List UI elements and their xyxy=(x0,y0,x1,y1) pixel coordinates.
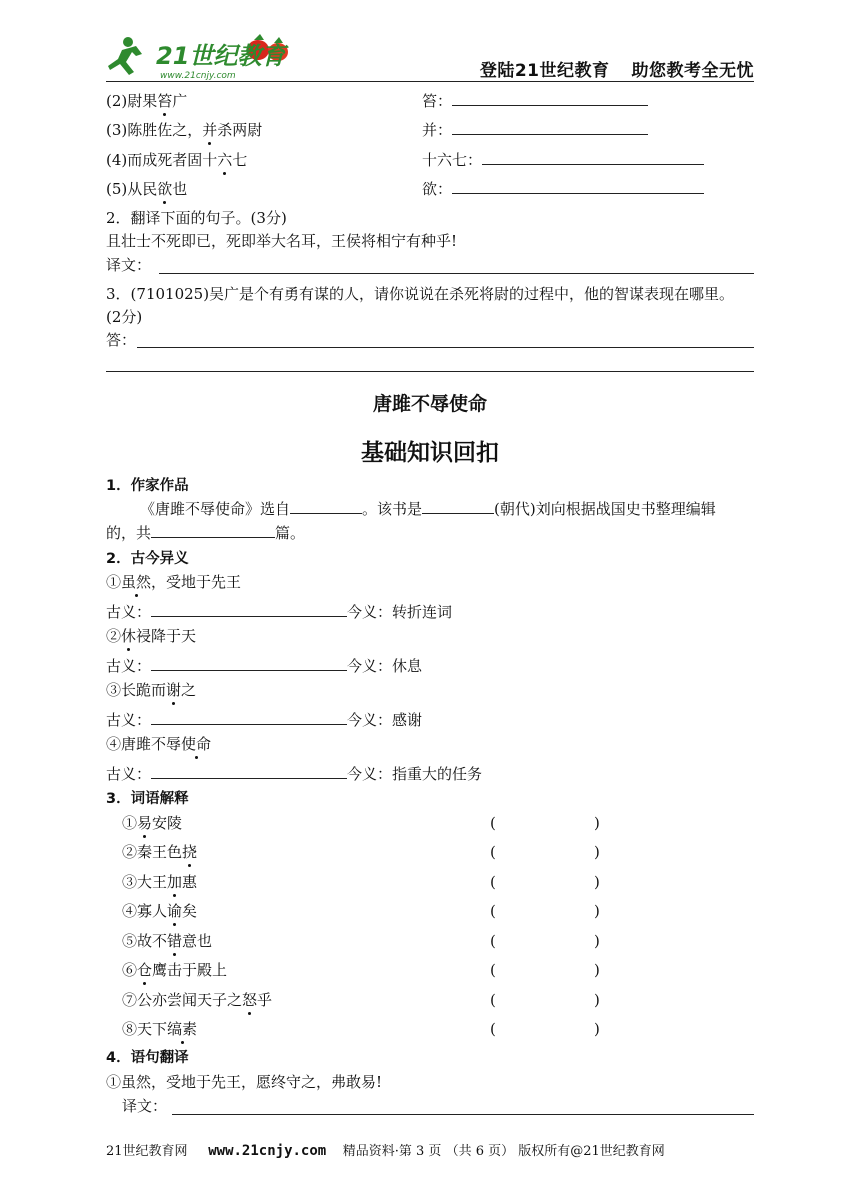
source-blank[interactable] xyxy=(290,497,362,514)
count-blank[interactable] xyxy=(151,521,275,538)
q3-answer-label: 答： xyxy=(106,331,137,349)
answer-blank[interactable] xyxy=(482,148,704,165)
sec3-item-2: ②秦王色挠 xyxy=(122,843,198,861)
sec2-item-1: ①虽然，受地于先王 xyxy=(106,573,242,591)
sec1-line1: 《唐雎不辱使命》选自 。该书是 (朝代)刘向根据战国史书整理编辑 xyxy=(140,497,716,521)
q2-sentence: 且壮士不死即已，死即举大名耳，王侯将相宁有种乎! xyxy=(106,232,458,250)
sec3-item-5: ⑤故不错意也 xyxy=(122,932,213,950)
ancient-meaning-blank[interactable] xyxy=(151,600,347,617)
header-divider xyxy=(106,81,754,82)
sec1-heading: 1．作家作品 xyxy=(106,478,189,494)
sec3-item-4: ④寡人谕矣 xyxy=(122,902,198,920)
paren-close: ) xyxy=(594,814,600,832)
q1-item-2: (2)尉果笞广 xyxy=(106,92,188,110)
sec4-heading: 4．语句翻译 xyxy=(106,1050,189,1066)
paren-open: ( xyxy=(490,961,496,979)
sec2-item-3: ③长跪而谢之 xyxy=(106,681,197,699)
sec3-heading: 3．词语解释 xyxy=(106,791,189,807)
q1-answer-5: 欲： xyxy=(422,177,704,201)
ancient-meaning-blank[interactable] xyxy=(151,762,347,779)
ancient-meaning-blank[interactable] xyxy=(151,654,347,671)
q1-item-3: (3)陈胜佐之，并杀两尉 xyxy=(106,121,263,139)
paren-close: ) xyxy=(594,873,600,891)
q1-answer-3: 并： xyxy=(422,118,648,142)
paren-open: ( xyxy=(490,932,496,950)
sec3-item-6: ⑥仓鹰击于殿上 xyxy=(122,961,228,979)
q1-item-5: (5)从民欲也 xyxy=(106,180,188,198)
sec3-item-8: ⑧天下缟素 xyxy=(122,1020,198,1038)
sec2-meaning-1: 古义： 今义：转折连词 xyxy=(106,600,452,624)
answer-blank[interactable] xyxy=(452,177,704,194)
q2-answer-line[interactable] xyxy=(159,273,754,274)
q1-answer-4: 十六七： xyxy=(422,148,704,172)
sec2-meaning-4: 古义： 今义：指重大的任务 xyxy=(106,762,482,786)
paren-open: ( xyxy=(490,991,496,1009)
logo-url: www.21cnjy.com xyxy=(160,71,236,81)
q2-translation-label: 译文： xyxy=(106,256,152,274)
paren-open: ( xyxy=(490,814,496,832)
paren-close: ) xyxy=(594,843,600,861)
sec4-translation-label: 译文： xyxy=(122,1097,168,1115)
q2-title: 2．翻译下面的句子。(3分) xyxy=(106,209,287,227)
paren-close: ) xyxy=(594,932,600,950)
paren-open: ( xyxy=(490,1020,496,1038)
sec2-heading: 2．古今异义 xyxy=(106,551,189,567)
q3-answer-line-1[interactable] xyxy=(137,347,754,348)
sec3-item-1: ①易安陵 xyxy=(122,814,183,832)
sec2-meaning-2: 古义： 今义：休息 xyxy=(106,654,422,678)
dynasty-blank[interactable] xyxy=(422,497,494,514)
q3-line1: 3．(7101025)吴广是个有勇有谋的人，请你说说在杀死将尉的过程中，他的智谋表现在哪里。 xyxy=(106,285,735,303)
header-tagline: 助您教考全无忧 xyxy=(631,61,754,81)
q3-line2: (2分) xyxy=(106,308,143,326)
page-footer xyxy=(106,1140,665,1159)
header-login-text: 登陆21世纪教育 xyxy=(479,61,610,81)
sec4-answer-line[interactable] xyxy=(172,1114,754,1115)
paren-close: ) xyxy=(594,902,600,920)
sec2-item-4: ④唐雎不辱使命 xyxy=(106,735,212,753)
section-title: 基础知识回扣 xyxy=(361,440,499,466)
lesson-title: 唐雎不辱使命 xyxy=(372,393,487,415)
sec2-item-2: ②休祲降于天 xyxy=(106,627,197,645)
q1-answer-2: 笞： xyxy=(422,89,648,113)
footer-page-info: 精品资料·第 3 页 （共 6 页） 版权所有@21世纪教育网 xyxy=(342,1144,665,1159)
sec3-item-3: ③大王加惠 xyxy=(122,873,198,891)
footer-site: 21世纪教育网 xyxy=(106,1144,188,1159)
q1-item-4: (4)而成死者固十六七 xyxy=(106,151,248,169)
paren-close: ) xyxy=(594,991,600,1009)
q3-answer-line-2[interactable] xyxy=(106,371,754,372)
logo-text: 21世纪教育 xyxy=(156,42,286,70)
answer-blank[interactable] xyxy=(452,118,648,135)
sec3-item-7: ⑦公亦尝闻天子之怒乎 xyxy=(122,991,273,1009)
paren-open: ( xyxy=(490,843,496,861)
sec4-sentence: ①虽然，受地于先王，愿终守之，弗敢易! xyxy=(106,1073,383,1091)
ancient-meaning-blank[interactable] xyxy=(151,708,347,725)
paren-open: ( xyxy=(490,873,496,891)
paren-open: ( xyxy=(490,902,496,920)
footer-url[interactable]: www.21cnjy.com xyxy=(208,1143,327,1159)
sec1-line2: 的，共 篇。 xyxy=(106,521,305,545)
header-slogan xyxy=(458,56,754,81)
site-logo xyxy=(108,30,308,82)
paren-close: ) xyxy=(594,1020,600,1038)
sec2-meaning-3: 古义： 今义：感谢 xyxy=(106,708,422,732)
answer-blank[interactable] xyxy=(452,89,648,106)
paren-close: ) xyxy=(594,961,600,979)
